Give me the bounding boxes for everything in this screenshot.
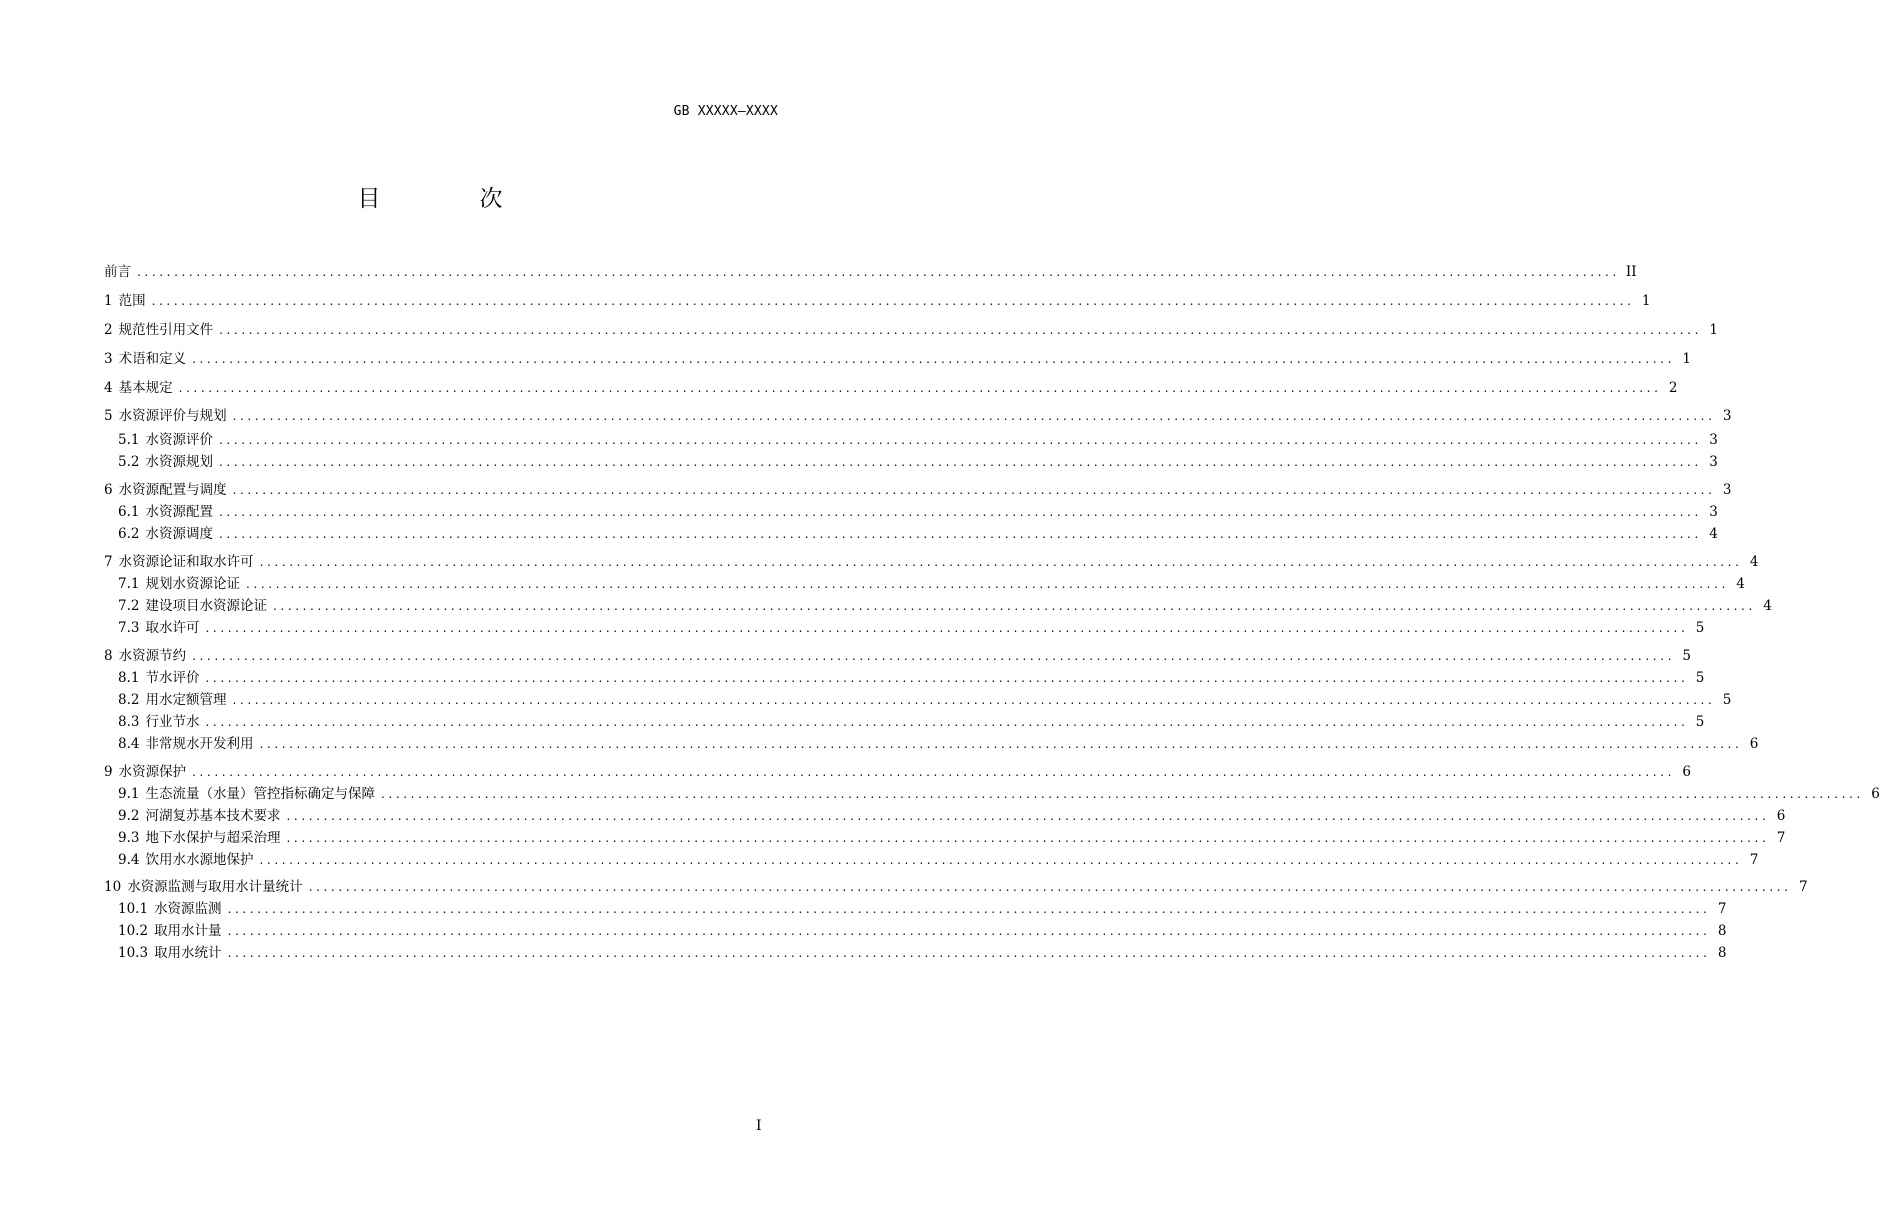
toc-entry[interactable] [104,921,1727,941]
toc-entry-number: 7 [104,554,113,570]
toc-entry[interactable] [104,712,1705,732]
toc-entry[interactable] [104,850,1759,870]
toc-entry-label [118,899,222,919]
toc-entry[interactable] [104,480,1732,500]
dot-leader: ........................................................................................................................................................................................................ [218,527,1702,541]
toc-entry-number: 10.3 [118,945,149,961]
toc-entry-page: 6 [1682,764,1691,780]
toc-entry-title: 地下水保护与超采治理 [145,830,281,846]
toc-entry-title: 水资源论证和取水许可 [118,554,254,570]
toc-entry[interactable] [104,378,1678,398]
toc-entry-title: 河湖复苏基本技术要求 [145,808,281,824]
toc-entry-label [104,291,146,311]
toc-entry-label [104,406,227,426]
toc-entry[interactable] [104,552,1759,572]
dot-leader: ........................................................................................................................................................................................................ [308,880,1792,894]
dot-leader: ........................................................................................................................................................................................................ [205,671,1689,685]
toc-entry[interactable] [104,349,1691,369]
toc-entry-page: 3 [1709,504,1718,520]
toc-entry[interactable] [104,828,1786,848]
toc-entry-number: 3 [104,351,113,367]
toc-entry[interactable] [104,574,1745,594]
toc-entry-label [118,806,280,826]
toc-entry-number: 5.2 [118,454,140,470]
toc-entry-title: 水资源评价与规划 [118,408,227,424]
toc-entry[interactable] [104,668,1705,688]
dot-leader: ........................................................................................................................................................................................................ [218,433,1702,447]
dot-leader: ........................................................................................................................................................................................................ [286,831,1770,845]
toc-entry-page: 7 [1798,879,1808,895]
toc-entry-title: 水资源节约 [118,648,187,664]
toc-entry-page: 2 [1668,380,1678,396]
dot-leader: ........................................................................................................................................................................................................ [232,409,1716,423]
toc-entry-number: 8.4 [118,736,140,752]
toc-entry-title: 取用水计量 [154,923,222,939]
toc-entry-title: 用水定额管理 [145,692,227,708]
toc-entry-number: 9.3 [118,830,140,846]
dot-leader: ........................................................................................................................................................................................................ [232,693,1716,707]
toc-entry[interactable] [104,806,1786,826]
toc-entry-label [104,349,186,369]
toc-entry[interactable] [104,899,1727,919]
toc-entry-label [104,480,227,500]
toc-entry-page: 4 [1709,526,1718,542]
toc-entry-label [118,784,375,804]
toc-entry-page: 5 [1695,620,1705,636]
toc-entry[interactable] [104,430,1718,450]
toc-entry-label [104,320,213,340]
toc-entry[interactable] [104,734,1759,754]
dot-leader: ........................................................................................................................................................................................................ [192,352,1675,366]
toc-entry-title: 水资源调度 [145,526,213,542]
toc-entry-page: 5 [1695,670,1705,686]
toc-entry[interactable] [104,877,1808,897]
toc-entry-number: 7.3 [118,620,140,636]
toc-entry[interactable] [104,262,1637,282]
toc-entry-page: 1 [1682,351,1691,367]
toc-entry-number: 8 [104,648,113,664]
dot-leader: ........................................................................................................................................................................................................ [205,621,1689,635]
toc-entry-number: 5.1 [118,432,140,448]
toc-entry[interactable] [104,320,1718,340]
toc-entry-number: 6 [104,482,113,498]
dot-leader: ........................................................................................................................................................................................................ [205,715,1689,729]
toc-entry-label [104,762,186,782]
toc-entry-title: 行业节水 [145,714,200,730]
toc-entry-number: 6.2 [118,526,140,542]
toc-entry-number: 7.1 [118,576,140,592]
toc-entry-number: 4 [104,380,113,396]
dot-leader: ........................................................................................................................................................................................................ [218,455,1702,469]
toc-entry-title: 水资源保护 [118,764,187,780]
toc-entry-title: 水资源规划 [145,454,213,470]
toc-entry-number: 9.2 [118,808,140,824]
toc-entry[interactable] [104,524,1718,544]
toc-entry-title: 水资源配置与调度 [118,482,227,498]
toc-entry[interactable] [104,762,1691,782]
toc-entry-title: 规范性引用文件 [118,322,214,338]
toc-entry-label [118,430,213,450]
toc-entry-title: 建设项目水资源论证 [145,598,267,614]
toc-entry-page: 3 [1722,408,1732,424]
toc-entry-page: 1 [1709,322,1718,338]
toc-entry-page: II [1625,264,1637,280]
toc-entry-number: 8.2 [118,692,140,708]
toc-entry-page: 7 [1776,830,1786,846]
toc-entry-label [104,378,173,398]
toc-entry-number: 10.2 [118,923,149,939]
page-title: 目 次 [357,186,541,212]
dot-leader: ........................................................................................................................................................................................................ [218,505,1702,519]
dot-leader: ........................................................................................................................................................................................................ [137,265,1620,279]
toc-entry[interactable] [104,784,1880,804]
dot-leader: ........................................................................................................................................................................................................ [178,381,1662,395]
toc-entry-page: 8 [1717,923,1727,939]
toc-entry-title: 术语和定义 [118,351,187,367]
toc-entry-page: 1 [1641,293,1651,309]
toc-entry-page: 7 [1717,901,1727,917]
dot-leader: ........................................................................................................................................................................................................ [259,555,1743,569]
toc-entry-label [118,734,253,754]
toc-entry-title: 生态流量（水量）管控指标确定与保障 [145,786,375,802]
dot-leader: ........................................................................................................................................................................................................ [227,924,1711,938]
toc-entry-label [118,668,199,688]
toc-entry[interactable] [104,596,1772,616]
toc-entry-title: 节水评价 [145,670,200,686]
toc-entry[interactable] [104,618,1705,638]
toc-entry-title: 前言 [104,264,131,280]
toc-entry[interactable] [104,502,1718,522]
dot-leader: ........................................................................................................................................................................................................ [192,765,1675,779]
dot-leader: ........................................................................................................................................................................................................ [259,737,1743,751]
toc-entry-page: 3 [1709,432,1718,448]
toc-entry-title: 饮用水水源地保护 [145,852,254,868]
toc-entry-number: 10.1 [118,901,149,917]
toc-entry-page: 6 [1871,786,1880,802]
toc-entry-number: 8.1 [118,670,140,686]
toc-entry-label [118,690,226,710]
toc-entry-label [104,877,303,897]
toc-entry[interactable] [104,943,1727,963]
dot-leader: ........................................................................................................................................................................................................ [192,649,1675,663]
toc-entry-number: 1 [104,293,113,309]
toc-entry-number: 6.1 [118,504,140,520]
toc-entry-number: 9 [104,764,113,780]
dot-leader: ........................................................................................................................................................................................................ [151,294,1635,308]
toc-entry-label [104,262,131,282]
toc-entry[interactable] [104,690,1732,710]
toc-entry-title: 水资源监测与取用水计量统计 [127,879,303,895]
toc-entry-title: 取用水统计 [154,945,222,961]
toc-entry-page: 5 [1682,648,1691,664]
dot-leader: ........................................................................................................................................................................................................ [286,809,1770,823]
dot-leader: ........................................................................................................................................................................................................ [380,787,1864,801]
toc-entry-page: 3 [1709,454,1718,470]
toc-entry-number: 2 [104,322,113,338]
toc-entry-title: 规划水资源论证 [145,576,240,592]
toc-entry-number: 9.4 [118,852,140,868]
toc-entry-page: 8 [1717,945,1727,961]
toc-entry-label [118,712,199,732]
toc-entry-page: 3 [1722,482,1732,498]
toc-entry-number: 7.2 [118,598,140,614]
toc-entry-number: 8.3 [118,714,140,730]
dot-leader: ........................................................................................................................................................................................................ [227,902,1711,916]
dot-leader: ........................................................................................................................................................................................................ [219,323,1702,337]
toc-entry-page: 4 [1736,576,1745,592]
toc-entry-label [118,828,280,848]
toc-entry-label [118,596,267,616]
toc-entry-number: 9.1 [118,786,140,802]
toc-entry-label [104,552,254,572]
dot-leader: ........................................................................................................................................................................................................ [259,853,1743,867]
toc-entry[interactable] [104,406,1732,426]
toc-entry-label [104,646,186,666]
toc-entry-title: 基本规定 [118,380,173,396]
toc-entry-title: 非常规水开发利用 [145,736,254,752]
toc-entry-label [118,618,199,638]
toc-entry-title: 取水许可 [145,620,200,636]
toc-entry-title: 水资源配置 [145,504,213,520]
toc-entry-page: 7 [1749,852,1759,868]
document-code: GB XXXXX—XXXX [673,104,778,119]
toc-entry-label [118,943,222,963]
toc-entry-title: 水资源监测 [154,901,222,917]
dot-leader: ........................................................................................................................................................................................................ [272,599,1756,613]
toc-entry-label [118,850,253,870]
toc-entry-page: 6 [1776,808,1786,824]
toc-entry-label [118,502,213,522]
toc-entry-title: 范围 [118,293,146,309]
toc-entry-page: 5 [1695,714,1705,730]
toc-entry-label [118,921,222,941]
toc-entry-title: 水资源评价 [145,432,213,448]
toc-entry[interactable] [104,291,1651,311]
dot-leader: ........................................................................................................................................................................................................ [227,946,1711,960]
toc-entry-label [118,524,213,544]
dot-leader: ........................................................................................................................................................................................................ [245,577,1729,591]
toc-entry-label [118,574,240,594]
dot-leader: ........................................................................................................................................................................................................ [232,483,1716,497]
toc-entry-number: 10 [104,879,122,895]
toc-entry-page: 4 [1749,554,1759,570]
page-number: I [756,1118,762,1134]
toc-entry-page: 4 [1763,598,1772,614]
toc-entry[interactable] [104,452,1718,472]
toc-entry-number: 5 [104,408,113,424]
toc-entry-page: 6 [1749,736,1759,752]
toc-entry[interactable] [104,646,1691,666]
toc-entry-label [118,452,213,472]
toc-entry-page: 5 [1722,692,1732,708]
